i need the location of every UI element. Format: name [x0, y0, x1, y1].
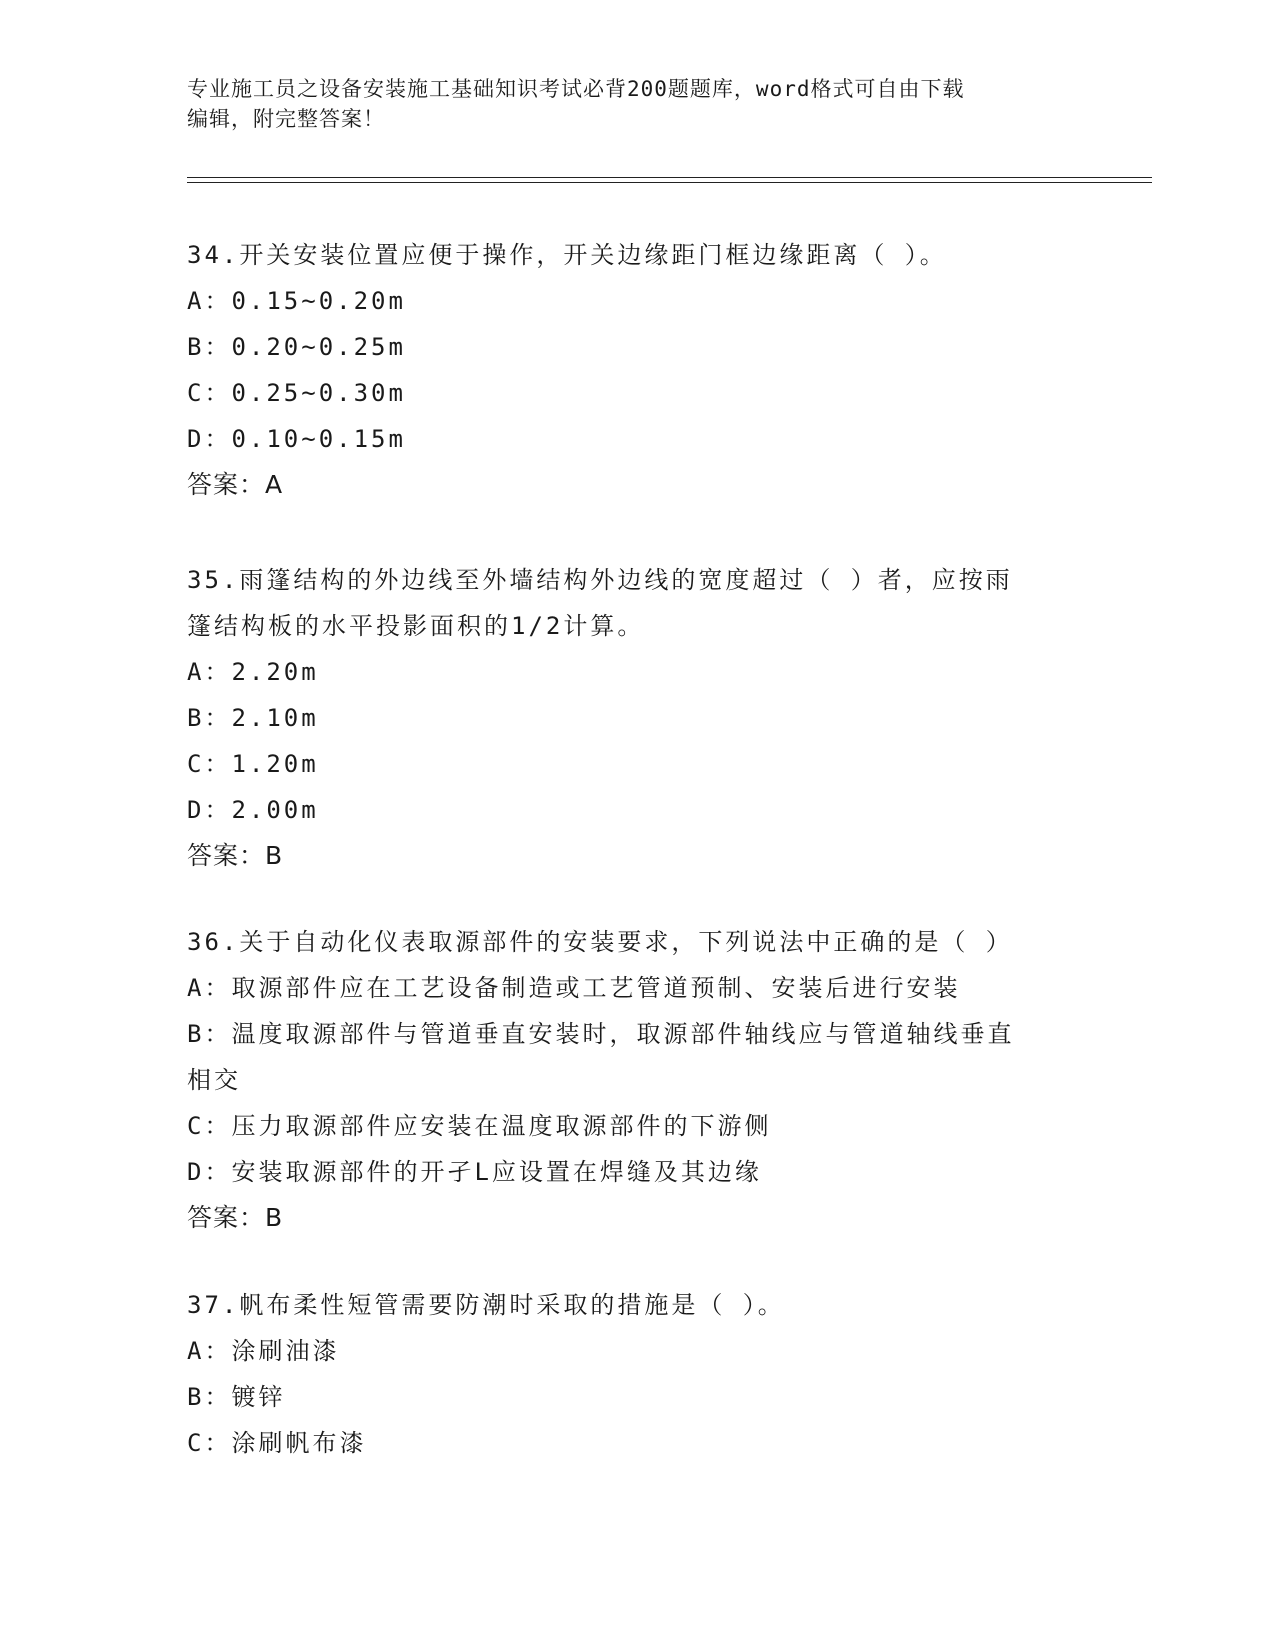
- option-a: A：2.20m: [187, 658, 319, 686]
- question-stem: 34.开关安装位置应便于操作，开关边缘距门框边缘距离（ ）。: [187, 241, 947, 269]
- document-header: [187, 74, 1087, 134]
- option-c: C：1.20m: [187, 750, 319, 778]
- question-35: [187, 557, 1087, 879]
- question-36: [187, 919, 1087, 1241]
- option-a: A：0.15~0.20m: [187, 287, 406, 315]
- option-c: C：0.25~0.30m: [187, 379, 406, 407]
- answer: 答案：A: [187, 470, 284, 499]
- option-c: C：涂刷帆布漆: [187, 1429, 367, 1457]
- question-34: [187, 232, 1087, 508]
- question-stem: 36.关于自动化仪表取源部件的安装要求，下列说法中正确的是（ ）: [187, 928, 1013, 956]
- option-c: C：压力取源部件应安装在温度取源部件的下游侧: [187, 1112, 772, 1140]
- question-stem: 35.雨篷结构的外边线至外墙结构外边线的宽度超过（ ）者，应按雨: [187, 566, 1013, 594]
- option-b: B：镀锌: [187, 1383, 286, 1411]
- option-b: B：温度取源部件与管道垂直安装时，取源部件轴线应与管道轴线垂直: [187, 1020, 1015, 1048]
- question-37: [187, 1282, 1087, 1466]
- option-a: A：涂刷油漆: [187, 1337, 340, 1365]
- question-stem-continued: 篷结构板的水平投影面积的1/2计算。: [187, 612, 645, 640]
- option-b: B：2.10m: [187, 704, 319, 732]
- header-divider-top: [187, 177, 1152, 178]
- option-b: B：0.20~0.25m: [187, 333, 406, 361]
- option-d: D：0.10~0.15m: [187, 425, 406, 453]
- option-a: A：取源部件应在工艺设备制造或工艺管道预制、安装后进行安装: [187, 974, 961, 1002]
- question-stem: 37.帆布柔性短管需要防潮时采取的措施是（ ）。: [187, 1291, 785, 1319]
- answer: 答案：B: [187, 1203, 284, 1232]
- option-d: D：安装取源部件的开孑L应设置在焊缝及其边缘: [187, 1158, 762, 1186]
- option-b-continued: 相交: [187, 1066, 241, 1094]
- header-divider-bottom: [187, 182, 1152, 183]
- answer: 答案：B: [187, 841, 284, 870]
- option-d: D：2.00m: [187, 796, 319, 824]
- header-line-1: 专业施工员之设备安装施工基础知识考试必背200题题库，word格式可自由下载: [187, 77, 965, 101]
- header-line-2: 编辑，附完整答案！: [187, 107, 385, 131]
